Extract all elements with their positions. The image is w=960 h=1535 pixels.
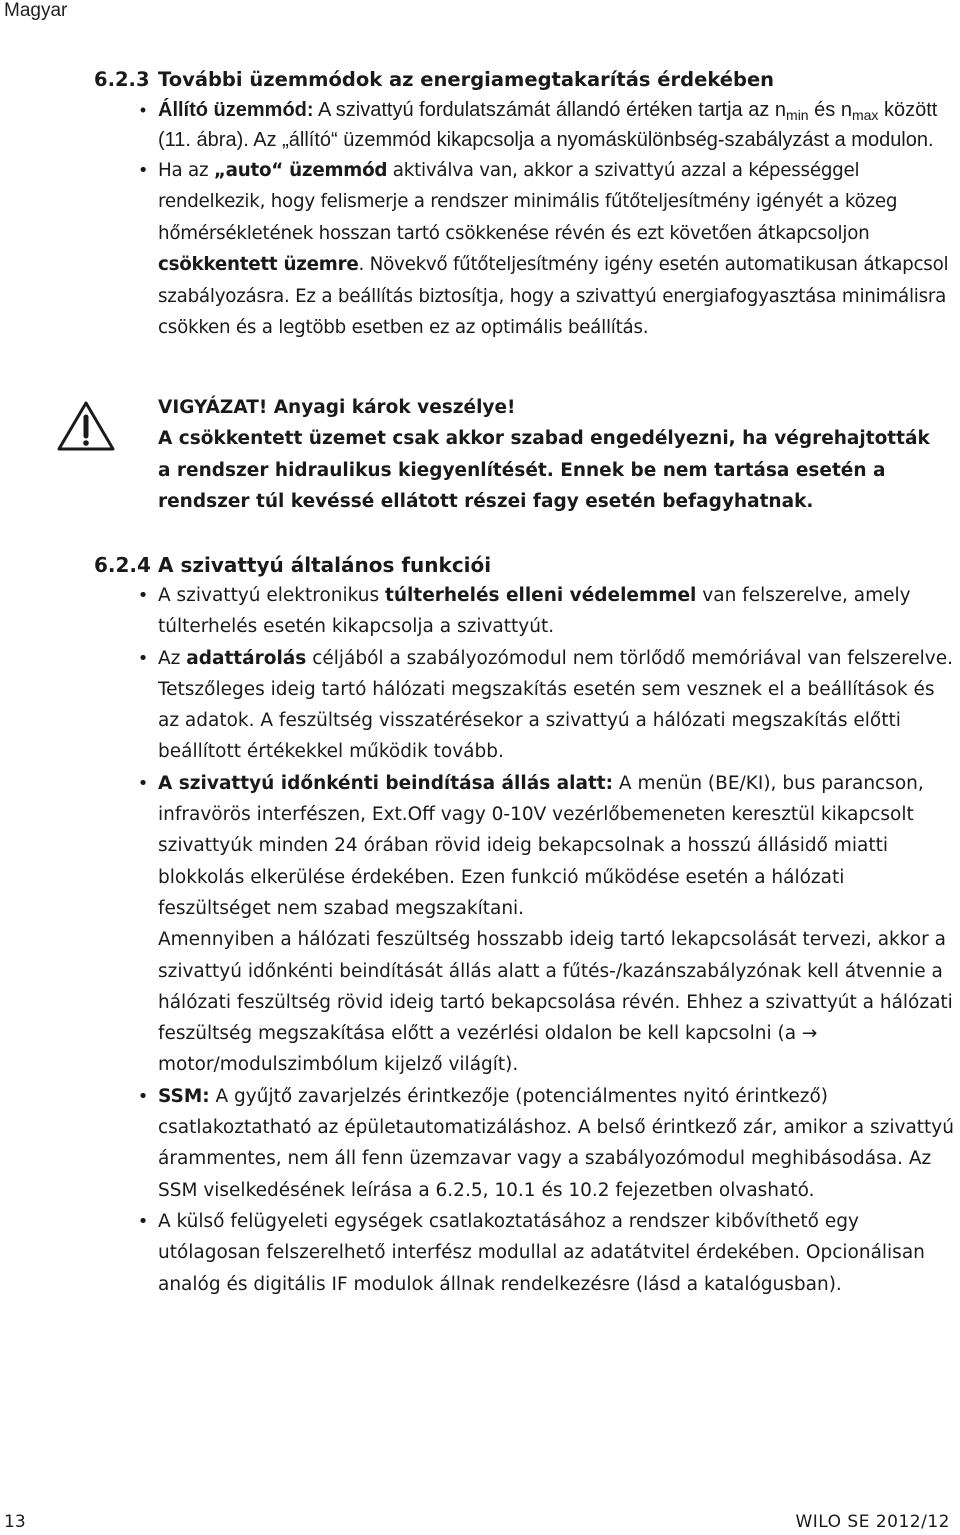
bullet-dot-icon: • (137, 160, 149, 181)
section-number: 6.2.4 (94, 553, 151, 577)
item-text: A gyűjtő zavarjelzés érintkezője (potenciálmentes nyitó érintkező) csatlakoztatható az épületautomatizáláshoz. A belső érintkező zár, amikor a szivattyú árammentes, nem áll fenn üzemzavar vagy a szabályozómodul meghibásodása. Az SSM viselkedésének leírása a 6.2.5, 10.1 és 10.2 fejezetben olvasható. (158, 1085, 954, 1201)
bullet-dot-icon: • (137, 1210, 149, 1232)
list-item (94, 1081, 954, 1206)
subscript: min (786, 107, 809, 123)
bold-term: A szivattyú időnkénti beindítása állás alatt: (158, 772, 614, 794)
bullet-dot-icon: • (137, 585, 149, 606)
section-title (94, 550, 954, 580)
footer-brand: WILO SE 2012/12 (795, 1512, 950, 1532)
list-item (94, 1206, 954, 1300)
item-text: céljából a szabályozómodul nem törlődő memóriával van felszerelve. Tetszőleges ideig tartó hálózati megszakítás esetén sem vesznek el a beállítások és az adatok. A feszültség visszatérésekor a szivattyú a hálózati megszakítás előtti beállított értékekkel működik tovább. (158, 647, 953, 763)
item-text: és n (808, 99, 852, 121)
subscript: max (851, 107, 879, 123)
bullet-dot-icon: • (137, 772, 149, 794)
bullet-list (94, 580, 954, 1300)
section-title (94, 65, 954, 95)
bullet-list (94, 95, 954, 343)
section-title-text: További üzemmódok az energiamegtakarítás érdekében (158, 68, 775, 91)
list-item (94, 95, 954, 155)
bullet-dot-icon: • (139, 100, 147, 120)
bold-term: Állító üzemmód: (158, 99, 314, 121)
item-text: . Növekvő fűtőteljesítmény igény esetén automatikusan átkapcsol szabályozásra. Ez a beállítás biztosítja, hogy a szivattyú energiafogyasztása minimálisra csökken és a legtöbb esetben ez az optimális beállítás. (158, 254, 949, 339)
list-item (94, 643, 954, 768)
section-6-2-4 (94, 550, 954, 1300)
bold-term: SSM: (158, 1085, 210, 1107)
item-paragraph: Amennyiben a hálózati feszültség hosszabb ideig tartó lekapcsolását tervezi, akkor a szivattyú időnkénti beindítását állás alatt a fűtés-/kazánszabályzónak kell átvennie a hálózati feszültség rövid ideig tartó bekapcsolása révén. Ehhez a szivattyút a hálózati feszültség megszakítása előtt a vezérlési oldalon be kell kapcsolni (a → motor/modulszimbólum kijelző világít). (158, 929, 953, 1076)
item-text: A menün (BE/KI), bus parancson, infravörös interfészen, Ext.Off vagy 0-10V vezérlőbemeneten keresztül kikapcsolt szivattyúk minden 24 órában rövid ideig bekapcsolnak a hosszú állásidő miatti blokkolás elkerülése érdekében. Ezen funkció működése esetén a hálózati feszültséget nem szabad megszakítani. (158, 772, 924, 919)
item-text: aktiválva van, akkor a szivattyú azzal a képességgel rendelkezik, hogy felismerje a rendszer minimális fűtőteljesítmény igényét a közeg hőmérsékletének hosszan tartó csökkenése révén és ezt követően átkapcsoljon (158, 160, 898, 244)
item-text: között (11. ábra). Az „állító“ üzemmód kikapcsolja a nyomáskülönbség-szabályzást a modulon. (158, 99, 938, 151)
item-text: A szivattyú elektronikus (158, 585, 386, 606)
bold-term: „auto“ üzemmód (213, 160, 388, 181)
list-item (94, 768, 954, 1081)
item-text: van felszerelve, amely túlterhelés esetén kikapcsolja a szivattyút. (158, 585, 911, 638)
bold-term: csökkentett üzemre (158, 254, 359, 276)
bold-term: túlterhelés elleni védelemmel (385, 585, 697, 606)
section-6-2-3 (94, 65, 954, 343)
item-text: A külső felügyeleti egységek csatlakoztatásához a rendszer kibővíthető egy utólagosan felszerelhető interfész modullal az adatátvitel érdekében. Opcionálisan analóg és digitális IF modulok állnak rendelkezésre (lásd a katalógusban). (158, 1210, 925, 1295)
warning-title: VIGYÁZAT! Anyagi károk veszélye! (158, 397, 516, 418)
item-text: Ha az (158, 160, 214, 181)
warning-triangle-icon (56, 400, 116, 452)
item-text: A szivattyú fordulatszámát állandó értéken tartja az n (313, 99, 787, 121)
bold-term: adattárolás (186, 647, 307, 669)
bullet-dot-icon: • (137, 647, 149, 669)
list-item (94, 580, 954, 643)
bullet-dot-icon: • (137, 1085, 149, 1107)
page-language-label: Magyar (4, 0, 68, 21)
page-number: 13 (4, 1512, 26, 1532)
warning-text: A csökkentett üzemet csak akkor szabad engedélyezni, ha végrehajtották a rendszer hidraulikus kiegyenlítését. Ennek be nem tartása esetén a rendszer túl kevéssé ellátott részei fagy esetén befagyhatnak. (158, 428, 930, 512)
item-text: Az (158, 647, 187, 669)
list-item (94, 155, 954, 343)
warning-block (158, 392, 948, 517)
section-number: 6.2.3 (94, 68, 150, 91)
section-title-text: A szivattyú általános funkciói (158, 553, 492, 577)
